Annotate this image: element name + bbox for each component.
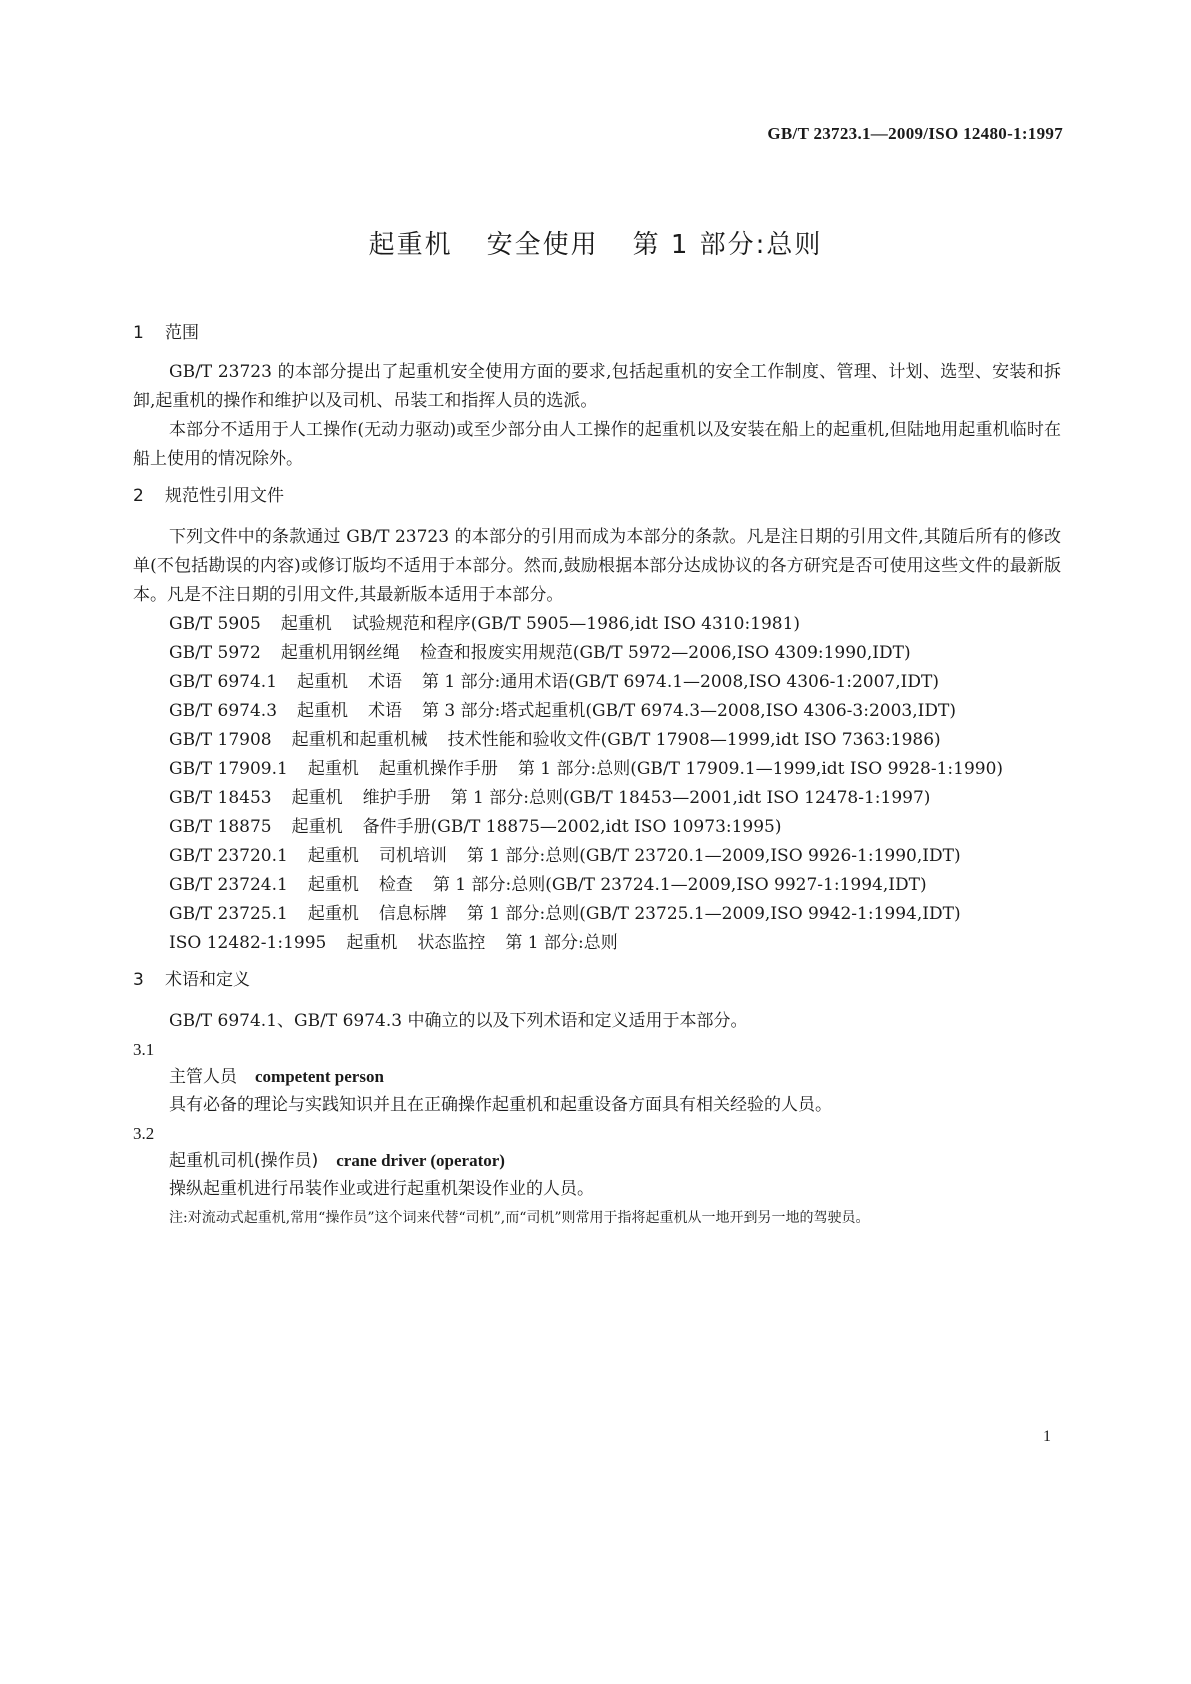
section-2-heading: 2 规范性引用文件 [133, 486, 284, 506]
reference-item: GB/T 17909.1 起重机 起重机操作手册 第 1 部分:总则(GB/T 17909.1—1999,idt ISO 9928-1:1990) [169, 759, 1004, 779]
section-1-paragraph-1: GB/T 23723 的本部分提出了起重机安全使用方面的要求,包括起重机的安全工作制度、管理、计划、选型、安装和拆卸,起重机的操作和维护以及司机、吊装工和指挥人员的选派。 [133, 362, 1061, 411]
title-part-3: 第 1 部分:总则 [632, 230, 823, 260]
reference-item: GB/T 6974.3 起重机 术语 第 3 部分:塔式起重机(GB/T 6974.3—2008,ISO 4306-3:2003,IDT) [169, 701, 956, 721]
document-body [133, 322, 1061, 1231]
document-title [0, 224, 1191, 261]
term-3-2-name: 起重机司机(操作员) crane driver (operator) [169, 1151, 505, 1171]
term-3-1-definition: 具有必备的理论与实践知识并且在正确操作起重机和起重设备方面具有相关经验的人员。 [169, 1095, 832, 1115]
reference-item: GB/T 18875 起重机 备件手册(GB/T 18875—2002,idt ISO 10973:1995) [169, 817, 782, 837]
reference-item: GB/T 6974.1 起重机 术语 第 1 部分:通用术语(GB/T 6974.1—2008,ISO 4306-1:2007,IDT) [169, 672, 939, 692]
reference-item: GB/T 23724.1 起重机 检查 第 1 部分:总则(GB/T 23724.1—2009,ISO 9927-1:1994,IDT) [169, 875, 927, 895]
term-3-1-number: 3.1 [133, 1040, 155, 1059]
standard-code: GB/T 23723.1—2009/ISO 12480-1:1997 [767, 124, 1063, 143]
section-3-heading: 3 术语和定义 [133, 970, 250, 990]
term-3-1-name: 主管人员 competent person [169, 1067, 384, 1087]
term-3-2-note: 注:对流动式起重机,常用“操作员”这个词来代替“司机”,而“司机”则常用于指将起重机从一地开到另一地的驾驶员。 [169, 1210, 870, 1226]
title-part-2: 安全使用 [486, 230, 599, 260]
section-1-heading: 1 范围 [133, 323, 199, 343]
section-3-paragraph-1: GB/T 6974.1、GB/T 6974.3 中确立的以及下列术语和定义适用于本部分。 [169, 1011, 748, 1031]
section-1-paragraph-2: 本部分不适用于人工操作(无动力驱动)或至少部分由人工操作的起重机以及安装在船上的起重机,但陆地用起重机临时在船上使用的情况除外。 [133, 420, 1061, 469]
page-number: 1 [1043, 1428, 1051, 1445]
reference-item: GB/T 23725.1 起重机 信息标牌 第 1 部分:总则(GB/T 23725.1—2009,ISO 9942-1:1994,IDT) [169, 904, 961, 924]
section-2-paragraph-1: 下列文件中的条款通过 GB/T 23723 的本部分的引用而成为本部分的条款。凡是注日期的引用文件,其随后所有的修改单(不包括勘误的内容)或修订版均不适用于本部分。然而,鼓励根据本部分达成协议的各方研究是否可使用这些文件的最新版本。凡是不注日期的引用文件,其最新版本适用于本部分。 [133, 527, 1061, 605]
term-3-2-definition: 操纵起重机进行吊装作业或进行起重机架设作业的人员。 [169, 1179, 594, 1199]
term-3-2-number: 3.2 [133, 1124, 155, 1143]
reference-item: GB/T 18453 起重机 维护手册 第 1 部分:总则(GB/T 18453—2001,idt ISO 12478-1:1997) [169, 788, 931, 808]
reference-item: GB/T 5972 起重机用钢丝绳 检查和报废实用规范(GB/T 5972—2006,ISO 4309:1990,IDT) [169, 643, 911, 663]
reference-item: ISO 12482-1:1995 起重机 状态监控 第 1 部分:总则 [169, 933, 618, 953]
reference-item: GB/T 17908 起重机和起重机械 技术性能和验收文件(GB/T 17908—1999,idt ISO 7363:1986) [169, 730, 941, 750]
reference-item: GB/T 23720.1 起重机 司机培训 第 1 部分:总则(GB/T 23720.1—2009,ISO 9926-1:1990,IDT) [169, 846, 961, 866]
title-part-1: 起重机 [368, 230, 453, 260]
reference-item: GB/T 5905 起重机 试验规范和程序(GB/T 5905—1986,idt ISO 4310:1981) [169, 614, 801, 634]
